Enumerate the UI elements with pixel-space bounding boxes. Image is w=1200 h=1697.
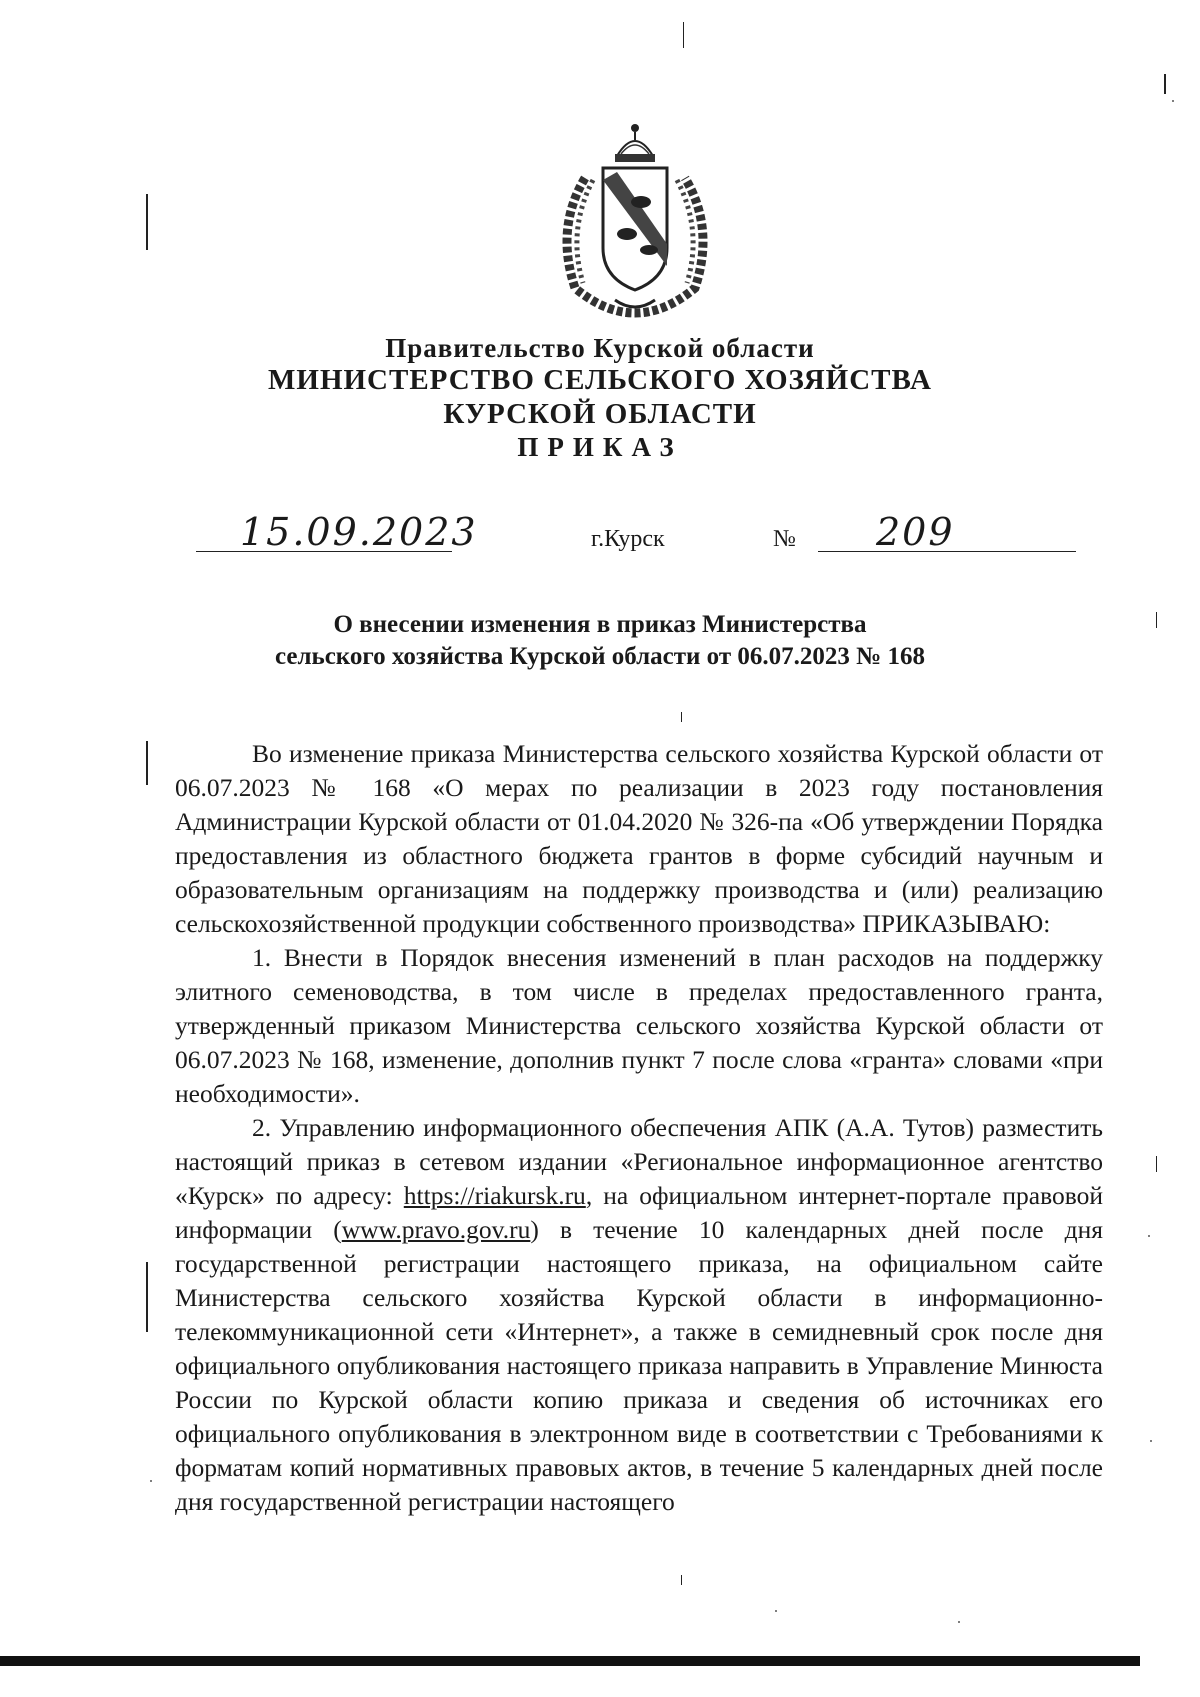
kursk-coat-of-arms-icon <box>545 118 725 318</box>
document-title-line2: сельского хозяйства Курской области от 06.07.2023 № 168 <box>274 643 926 670</box>
preamble-paragraph: Во изменение приказа Министерства сельского хозяйства Курской области от 06.07.2023 № 168 «О мерах по реализации в 2023 году постановления Администрации Курской области от 01.04.2020 № 326-па «Об утверждении Порядка предоставления из областного бюджета грантов в форме субсидий научным и образовательным организациям на поддержку производства и (или) реализацию сельскохозяйственной продукции собственного производства» ПРИКАЗЫВАЮ: <box>175 739 1103 938</box>
document-city: г.Курск <box>591 526 665 552</box>
scan-speck <box>958 1621 960 1623</box>
scan-speck <box>1148 1235 1150 1237</box>
scan-margin-mark <box>146 1262 148 1332</box>
ministry-name-line2: КУРСКОЙ ОБЛАСТИ <box>443 398 757 430</box>
scan-margin-mark <box>146 194 148 250</box>
document-title-line1: О внесении изменения в приказ Министерства <box>333 611 867 638</box>
scan-margin-mark <box>1156 1156 1157 1172</box>
scan-speck <box>1150 1440 1152 1442</box>
scan-speck <box>150 1480 152 1482</box>
document-type: ПРИКАЗ <box>517 432 683 462</box>
document-date: 15.09.2023 <box>240 510 478 554</box>
scan-margin-mark <box>1156 612 1157 628</box>
scan-speck <box>775 1610 777 1612</box>
date-underline <box>196 551 452 552</box>
scan-bottom-edge <box>0 1656 1140 1666</box>
item-1-paragraph: 1. Внести в Порядок внесения изменений в план расходов на поддержку элитного семеноводства, в том числе в пределах предоставленного гранта, утвержденный приказом Министерства сельского хозяйства Курской области от 06.07.2023 № 168, изменение, дополнив пункт 7 после слова «гранта» словами «при необходимости». <box>175 943 1103 1108</box>
ministry-name-line1: МИНИСТЕРСТВО СЕЛЬСКОГО ХОЗЯЙСТВА <box>268 364 932 396</box>
pravo-gov-link[interactable]: www.pravo.gov.ru <box>341 1215 531 1244</box>
scan-margin-mark <box>146 741 148 785</box>
item-2-text-a: 2. Управлению информационного обеспечения АПК (А.А. Тутов) разместить настоящий приказ в сетевом издании «Региональное информационное агентство «Курск» по адресу: <box>175 1113 1103 1210</box>
number-underline <box>818 551 1076 552</box>
riakursk-link[interactable]: https://riakursk.ru <box>403 1181 586 1210</box>
scan-speck <box>1172 100 1174 102</box>
document-body <box>175 737 1103 1519</box>
document-number: 209 <box>876 510 955 554</box>
government-name: Правительство Курской области <box>385 333 815 363</box>
scan-margin-mark <box>683 22 684 48</box>
number-sign: № <box>773 526 796 552</box>
item-2-text-c: ) в течение 10 календарных дней после дня государственной регистрации настоящего приказа, на официальном сайте Министерства сельского хозяйства Курской области в информационно-телекоммуникационной сети «Интернет», а также в семидневный срок после дня официального опубликования настоящего приказа направить в Управление Минюста России по Курской области копию приказа и сведения об источниках его официального опубликования в электронном виде в соответствии с Требованиями к форматам копий нормативных правовых актов, в течение 5 календарных дней после дня государственной регистрации настоящего <box>175 1215 1103 1516</box>
scan-margin-mark <box>681 712 682 722</box>
item-2-text-b: , на официальном интернет-портале правовой информации ( <box>175 1181 1104 1244</box>
scan-margin-mark <box>681 1575 682 1585</box>
scan-margin-mark <box>1164 74 1166 94</box>
item-2-paragraph <box>175 1111 1103 1519</box>
